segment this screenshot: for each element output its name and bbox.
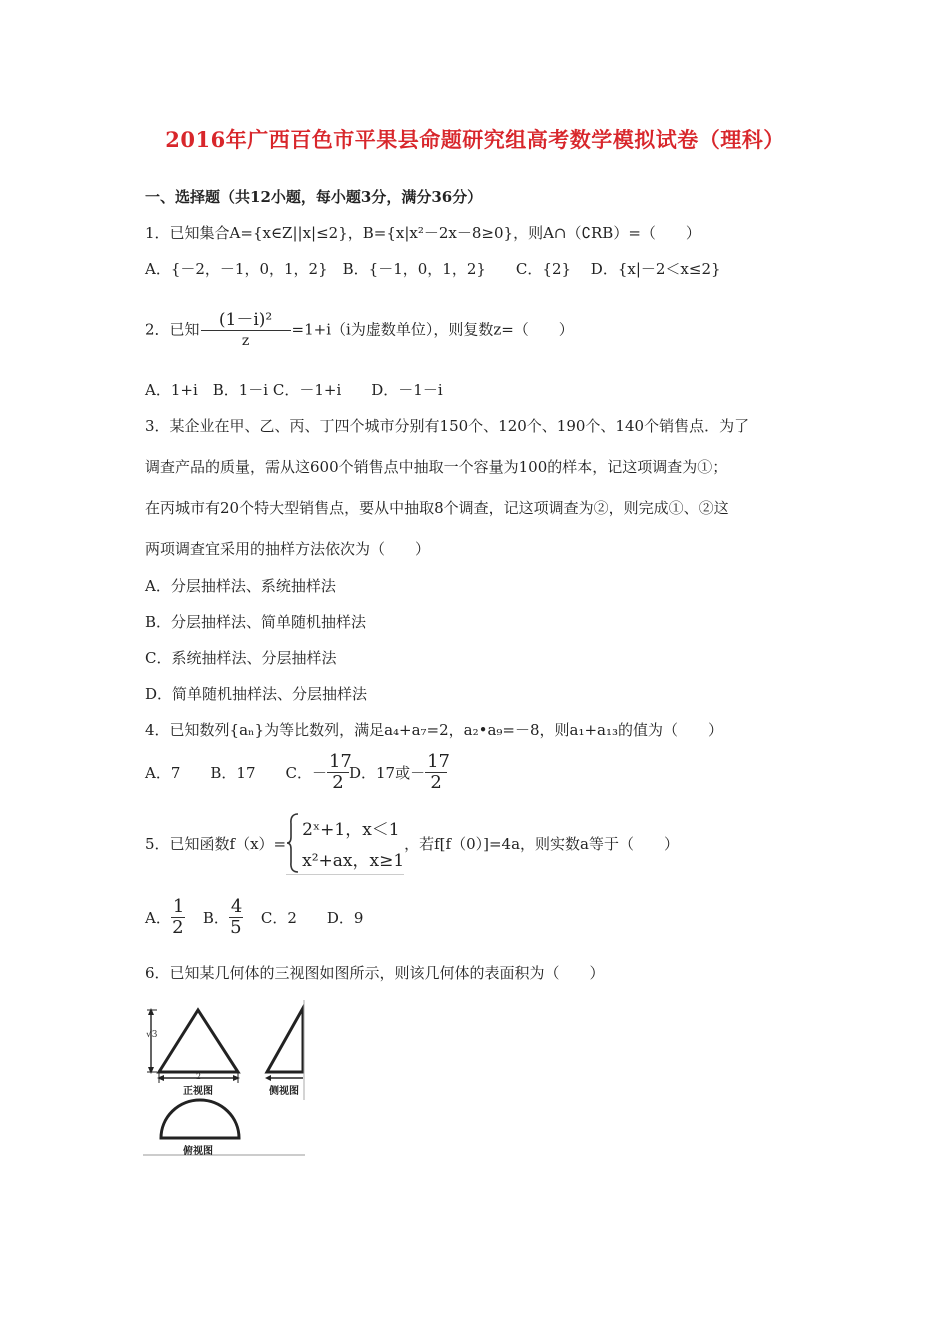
top-view-semicircle <box>161 1100 239 1138</box>
q3-line-3: 在丙城市有20个特大型销售点，要从中抽取8个调查，记这项调查为②，则完成①、②这 <box>145 499 729 517</box>
fig-width-label: 2 <box>196 1072 202 1081</box>
q6-stem: 6．已知某几何体的三视图如图所示，则该几何体的表面积为（ ） <box>145 964 605 982</box>
three-view-figure <box>143 1000 305 1156</box>
q5-frac-a <box>171 897 185 938</box>
section-heading: 一、选择题（共12小题，每小题3分，满分36分） <box>145 188 483 206</box>
q5-piecewise <box>286 812 404 875</box>
q5-case-1: 2ˣ+1，x＜1 <box>302 820 400 840</box>
q4-stem: 4．已知数列{aₙ}为等比数列，满足a₄+a₇=2，a₂•a₉=－8，则a₁+a₁₃的值为（ ） <box>145 721 724 739</box>
q5-options <box>145 897 363 938</box>
q5-prefix: 5．已知函数f（x）= <box>145 835 287 853</box>
q5-frac-b-num: 4 <box>230 896 243 917</box>
q3-line-4: 两项调查宜采用的抽样方法依次为（ ） <box>145 540 431 558</box>
q5-brace <box>286 812 300 874</box>
q3-option-a: A．分层抽样法、系统抽样法 <box>145 577 336 595</box>
q5-case-2: x²+ax，x≥1 <box>302 851 405 871</box>
q3-line-2: 调查产品的质量，需从这600个销售点中抽取一个容量为100的样本，记这项调查为①； <box>145 458 728 476</box>
q4-opt-d: D．17或－ <box>348 764 426 782</box>
page-title: 2016年广西百色市平果县命题研究组高考数学模拟试卷（理科） <box>165 127 785 152</box>
q3-line-1: 3．某企业在甲、乙、丙、丁四个城市分别有150个、120个、190个、140个销售点．为了 <box>145 417 750 435</box>
q1-stem: 1．已知集合A={x∈Z||x|≤2}，B={x|x²－2x－8≥0}，则A∩（∁RB）=（ ） <box>145 224 701 242</box>
front-view-triangle <box>159 1010 238 1072</box>
q2-fraction <box>201 310 291 351</box>
q5-line <box>145 812 679 875</box>
q2-suffix: =1+i（i为虚数单位），则复数z=（ ） <box>291 320 574 339</box>
q4-options <box>145 751 450 793</box>
q2-prefix: 2．已知 <box>145 320 200 339</box>
q5-frac-b-den: 5 <box>230 917 242 938</box>
q4-frac-d-den: 2 <box>430 772 442 793</box>
q4-frac-c-den: 2 <box>332 772 344 793</box>
q4-opt-abc: A．7 B．17 C．－ <box>145 764 327 782</box>
fig-top-label: 俯视图 <box>183 1146 213 1157</box>
q5-opt-cd: C．2 D．9 <box>260 909 364 927</box>
q2-frac-num: (1－i)² <box>201 310 291 331</box>
fig-side-label: 侧视图 <box>269 1086 299 1097</box>
q4-frac-c-num: 17 <box>328 751 352 772</box>
q1-options: A．{－2，－1，0，1，2} B．{－1，0，1，2} C．{2} D．{x|－2＜x≤2} <box>145 260 721 278</box>
fig-height-label: √3 <box>146 1030 158 1040</box>
q3-option-c: C．系统抽样法、分层抽样法 <box>145 649 337 667</box>
q5-opt-b-label: B． <box>202 909 229 927</box>
q4-frac-d-num: 17 <box>427 751 450 772</box>
q5-suffix: ，若f[f（0）]=4a，则实数a等于（ ） <box>404 835 679 853</box>
q5-frac-b <box>229 897 243 938</box>
q2-options: A．1+i B．1－i C．－1+i D．－1－i <box>145 381 443 399</box>
q3-option-b: B．分层抽样法、简单随机抽样法 <box>145 613 367 631</box>
q5-frac-a-den: 2 <box>172 917 184 938</box>
side-view-triangle <box>267 1008 303 1072</box>
q4-frac-d <box>425 751 450 793</box>
q5-frac-a-num: 1 <box>172 896 185 917</box>
q2-frac-den: z <box>241 333 250 349</box>
q4-frac-c <box>327 751 352 793</box>
fig-front-label: 正视图 <box>183 1086 213 1097</box>
q5-opt-a-label: A． <box>145 909 171 927</box>
q2-line <box>145 310 574 351</box>
three-view-drawing <box>143 1000 305 1156</box>
q3-option-d: D．简单随机抽样法、分层抽样法 <box>145 685 368 703</box>
